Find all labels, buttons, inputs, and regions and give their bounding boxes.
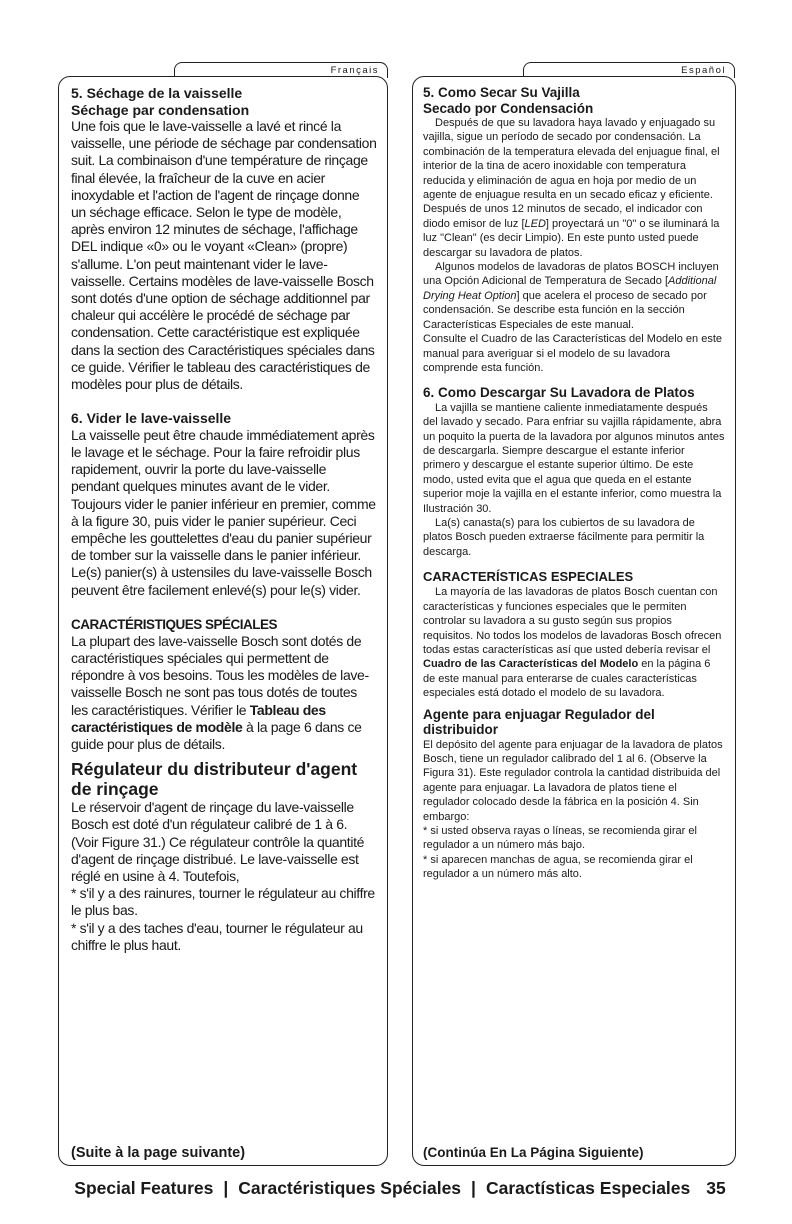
es-rinse-regulator-title: Agente para enjuagar Regulador del distribuidor [423,706,655,738]
es-section-6-baskets: La(s) canasta(s) para los cubiertos de su lavadora de platos Bosch pueden extraerse fácilmente para permitir la descarga. [423,517,705,558]
es-section-5-option: Algunos modelos de lavadoras de platos BOSCH incluyen una Opción Adicional de Temperatura de Secado [Additional Drying Heat Option] que acelera el proceso de secado por condensación. Se describe esta función en la sección Características Especiales de este manual. [423,261,719,331]
page-footer: Special Features | Caractéristiques Spéciales | Caractísticas Especiales 35 [74,1178,726,1198]
fr-section-6-title: 6. Vider le lave-vaisselle [71,410,232,427]
spanish-column [412,76,736,1166]
fr-section-5-title: 5. Séchage de la vaisselle [71,85,243,101]
es-section-5-subtitle: Secado por Condensación [423,100,594,116]
es-rinse-regulator-body: El depósito del agente para enjuagar de la lavadora de platos Bosch, tiene un regulador calibrado del 1 al 6. (Observe la Figura 31). Este regulador controla la cantidad distribuida del agente para enjuagar. La lavadora de platos tiene el regulador colocado desde la fábrica en la posición 4. Sin embargo: [423,738,723,823]
es-rinse-regulator-bullet-2: * si aparecen manchas de agua, se recomienda girar el regulador a un número más alto. [423,853,693,881]
es-section-5-led: Después de unos 12 minutos de secado, el indicador con diodo emisor de luz [LED] proyectará un "0" o se iluminará la luz "Clean" (es decir Limpio). En este punto usted puede descargar su lavadora de platos. [423,203,720,259]
fr-special-features-title: CARACTÉRISTIQUES SPÉCIALES [71,616,278,632]
fr-model-chart-ref: Tableau des caractéristiques de modèle [71,701,326,735]
es-model-chart-ref: Cuadro de las Características del Modelo [423,658,639,671]
page-number: 35 [706,1178,726,1198]
es-rinse-regulator-bullet-1: * si usted observa rayas o líneas, se recomienda girar el regulador a un número más bajo. [423,824,697,852]
fr-section-5-body: Une fois que le lave-vaisselle a lavé et rincé la vaisselle, une période de séchage par condensation suit. La combinaison d'une température de rinçage final élevée, la fraîcheur de la cuve en acier inoxydable et l'action de l'agent de rinçage donne un séchage efficace. Selon le type de modèle, après environ 12 minutes de séchage, l'affichage DEL indique «0» ou le voyant «Clean» (propre) s'allume. L'on peut maintenant vider le lave-vaisselle. Certains modèles de lave-vaisselle Bosch sont dotés d'une option de séchage additionnel par chaleur qui accélère le procédé de séchage par condensation. Cette caractéristique est expliquée dans la section des Caractéristiques spéciales dans ce guide. Vérifier le tableau des caractéristiques de modèles pour plus de détails. [71,118,377,393]
fr-continued-note: (Suite à la page suivante) [71,1145,246,1161]
fr-rinse-regulator-title: Régulateur du distributeur d'agent de rinçage [71,759,358,800]
es-special-features-body: La mayoría de las lavadoras de platos Bosch cuentan con características y funciones especiales que le permiten controlar su lavadora a su gusto según sus propios requisitos. No todos los modelos de lavadoras Bosch ofrecen todas estas características así que usted debería revisar el Cuadro de las Características del Modelo en la página 6 de este manual para enterarse de cuales características especiales está dotado el modelo de su lavadora. [423,586,722,700]
fr-section-6-body: La vaisselle peut être chaude immédiatement après le lavage et le séchage. Pour la faire refroidir plus rapidement, ouvrir la porte du lave-vaisselle pendant quelques minutes avant de le vider. Toujours vider le panier inférieur en premier, comme à la figure 30, puis vider le panier supérieur. Ceci empêche les gouttelettes d'eau du panier supérieur de tomber sur la vaisselle dans le panier inférieur. [71,426,376,564]
fr-special-features-body: La plupart des lave-vaisselle Bosch sont dotés de caractéristiques spéciales qui permettent de répondre à vos besoins. Tous les modèles de lave-vaisselle Bosch ne sont pas tous dotés de toutes les caractéristiques. Vérifier le Tableau des caractéristiques de modèle à la page 6 dans ce guide pour plus de détails. [71,632,369,752]
footer-es-title: Caractísticas Especiales [485,1178,691,1198]
fr-rinse-regulator-body: Le réservoir d'agent de rinçage du lave-vaisselle Bosch est doté d'un régulateur calibré de 1 à 6. (Voir Figure 31.) Ce régulateur contrôle la quantité d'agent de rinçage distribué. Le lave-vaisselle est réglé en usine à 4. Toutefois, [71,799,365,885]
es-section-6-title: 6. Como Descargar Su Lavadora de Platos [423,385,695,401]
french-column [58,76,388,1166]
es-continued-note: (Continúa En La Página Siguiente) [423,1145,644,1160]
footer-en-title: Special Features [74,1178,214,1198]
es-special-features-title: CARACTERÍSTICAS ESPECIALES [423,569,634,585]
footer-fr-title: Caractéristiques Spéciales [238,1178,462,1198]
es-section-5-consult: Consulte el Cuadro de las Características del Modelo en este manual para averiguar si el modelo de su lavadora comprende esta función. [423,333,722,374]
fr-rinse-regulator-bullet-2: * s'il y a des taches d'eau, tourner le régulateur au chiffre le plus haut. [71,919,363,953]
fr-rinse-regulator-bullet-1: * s'il y a des rainures, tourner le régulateur au chiffre le plus bas. [71,885,375,919]
es-section-5-title: 5. Como Secar Su Vajilla [423,85,580,100]
es-section-6-body: La vajilla se mantiene caliente inmediatamente después del lavado y secado. Para enfriar su vajilla rápidamente, abra un poquito la puerta de la lavadora por algunos minutos antes de descargarla. Siempre descargue el estante inferior primero y descargue el estante superior último. De este modo, usted evita que el agua que queda en el estante superior moje la vajilla en el estante inferior, como muestra la Ilustración 30. [423,401,725,515]
french-column-tab: Français [174,62,388,78]
fr-section-6-baskets: Le(s) panier(s) à ustensiles du lave-vaisselle Bosch peuvent être facilement enlevé(s) pour le(s) vider. [71,564,372,598]
spanish-column-tab: Español [523,62,735,78]
fr-section-5-subtitle: Séchage par condensation [71,101,250,118]
es-section-5-body: Después de que su lavadora haya lavado y enjuagado su vajilla, sigue un período de secado por condensación. La combinación de la temperatura elevada del enjuague final, el interior de la tina de acero inoxidable con temperatura reducida y eliminación de agua en hoja por medio de un agente de enjuague resulta en un secado eficaz y eficiente. [423,117,720,202]
